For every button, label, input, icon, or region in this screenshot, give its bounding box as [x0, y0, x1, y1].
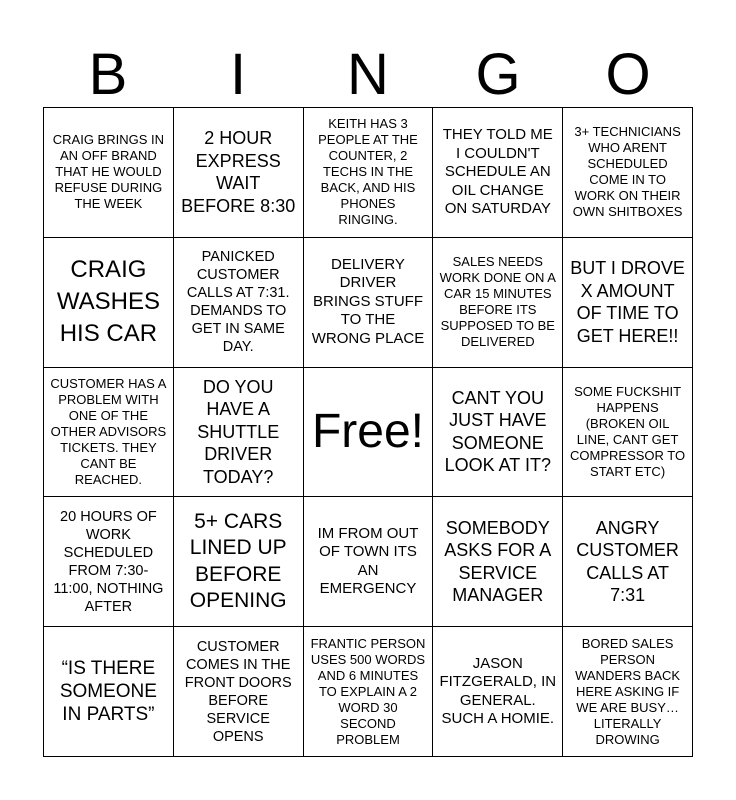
cell-text: SALES NEEDS WORK DONE ON A CAR 15 MINUTES BEFORE ITS SUPPOSED TO BE DELIVERED: [439, 254, 556, 350]
cell-text: IM FROM OUT OF TOWN ITS AN EMERGENCY: [317, 524, 419, 598]
header-letter-b: B: [88, 42, 128, 107]
cell-text: PANICKED CUSTOMER CALLS AT 7:31. DEMANDS TO GET IN SAME DAY.: [186, 249, 290, 356]
cell-text: CUSTOMER HAS A PROBLEM WITH ONE OF THE OTHER ADVISORS TICKETS. THEY CANT BE REACHED.: [50, 375, 167, 487]
bingo-cell-r4c2[interactable]: [174, 497, 304, 627]
cell-text: BUT I DROVE X AMOUNT OF TIME TO GET HERE!!: [570, 258, 685, 346]
bingo-cell-r1c2[interactable]: [174, 108, 304, 238]
bingo-cell-r5c3[interactable]: [304, 627, 434, 757]
bingo-cell-r1c4[interactable]: [433, 108, 563, 238]
cell-text: CUSTOMER COMES IN THE FRONT DOORS BEFORE SERVICE OPENS: [184, 638, 292, 745]
bingo-cell-r2c4[interactable]: [433, 238, 563, 368]
bingo-cell-r2c1[interactable]: [44, 238, 174, 368]
bingo-cell-r3c1[interactable]: [44, 368, 174, 498]
cell-text: CRAIG BRINGS IN AN OFF BRAND THAT HE WOULD REFUSE DURING THE WEEK: [52, 132, 165, 212]
bingo-cell-r1c5[interactable]: [563, 108, 693, 238]
bingo-cell-r1c3[interactable]: [304, 108, 434, 238]
cell-text: CANT YOU JUST HAVE SOMEONE LOOK AT IT?: [444, 387, 551, 476]
header-letter-i: I: [229, 42, 247, 107]
cell-text: KEITH HAS 3 PEOPLE AT THE COUNTER, 2 TECHS IN THE BACK, AND HIS PHONES RINGING.: [318, 116, 418, 228]
cell-text: 5+ CARS LINED UP BEFORE OPENING: [189, 509, 287, 613]
bingo-cell-r5c5[interactable]: [563, 627, 693, 757]
bingo-cell-r1c1[interactable]: [44, 108, 174, 238]
cell-text: ANGRY CUSTOMER CALLS AT 7:31: [576, 517, 679, 606]
cell-text: DO YOU HAVE A SHUTTLE DRIVER TODAY?: [197, 376, 280, 487]
bingo-header: [43, 40, 693, 110]
bingo-cell-r3c4[interactable]: [433, 368, 563, 498]
cell-text: SOME FUCKSHIT HAPPENS (BROKEN OIL LINE, CANT GET COMPRESSOR TO START ETC): [570, 383, 686, 479]
cell-text: 20 HOURS OF WORK SCHEDULED FROM 7:30-11:00, NOTHING AFTER: [53, 508, 164, 615]
cell-text: CRAIG WASHES HIS CAR: [56, 256, 160, 348]
bingo-cell-r2c2[interactable]: [174, 238, 304, 368]
header-letter-o: O: [605, 42, 651, 107]
cell-text: 2 HOUR EXPRESS WAIT BEFORE 8:30: [181, 128, 296, 216]
bingo-cell-r4c5[interactable]: [563, 497, 693, 627]
cell-text: BORED SALES PERSON WANDERS BACK HERE ASKING IF WE ARE BUSY… LITERALLY DROWING: [575, 635, 681, 747]
bingo-cell-r4c4[interactable]: [433, 497, 563, 627]
cell-text: FRANTIC PERSON USES 500 WORDS AND 6 MINUTES TO EXPLAIN A 2 WORD 30 SECOND PROBLEM: [310, 635, 426, 747]
bingo-cell-r5c2[interactable]: [174, 627, 304, 757]
bingo-cell-r2c5[interactable]: [563, 238, 693, 368]
bingo-cell-free[interactable]: [304, 368, 434, 498]
cell-text: JASON FITZGERALD, IN GENERAL. SUCH A HOMIE.: [439, 654, 557, 728]
bingo-cell-r4c3[interactable]: [304, 497, 434, 627]
header-letter-g: G: [475, 42, 521, 107]
bingo-cell-r5c1[interactable]: [44, 627, 174, 757]
bingo-cell-r5c4[interactable]: [433, 627, 563, 757]
bingo-cell-r3c5[interactable]: [563, 368, 693, 498]
cell-text: “IS THERE SOMEONE IN PARTS”: [59, 658, 157, 726]
cell-text: DELIVERY DRIVER BRINGS STUFF TO THE WRONG PLACE: [311, 255, 425, 347]
header-letter-n: N: [347, 42, 389, 107]
cell-text: SOMEBODY ASKS FOR A SERVICE MANAGER: [444, 517, 552, 606]
bingo-cell-r3c2[interactable]: [174, 368, 304, 498]
bingo-cell-r2c3[interactable]: [304, 238, 434, 368]
cell-text: THEY TOLD ME I COULDN'T SCHEDULE AN OIL CHANGE ON SATURDAY: [442, 126, 553, 218]
cell-text: 3+ TECHNICIANS WHO ARENT SCHEDULED COME IN TO WORK ON THEIR OWN SHITBOXES: [572, 124, 683, 220]
bingo-board: [43, 107, 693, 757]
bingo-cell-r4c1[interactable]: [44, 497, 174, 627]
free-space-text: Free!: [311, 404, 424, 458]
